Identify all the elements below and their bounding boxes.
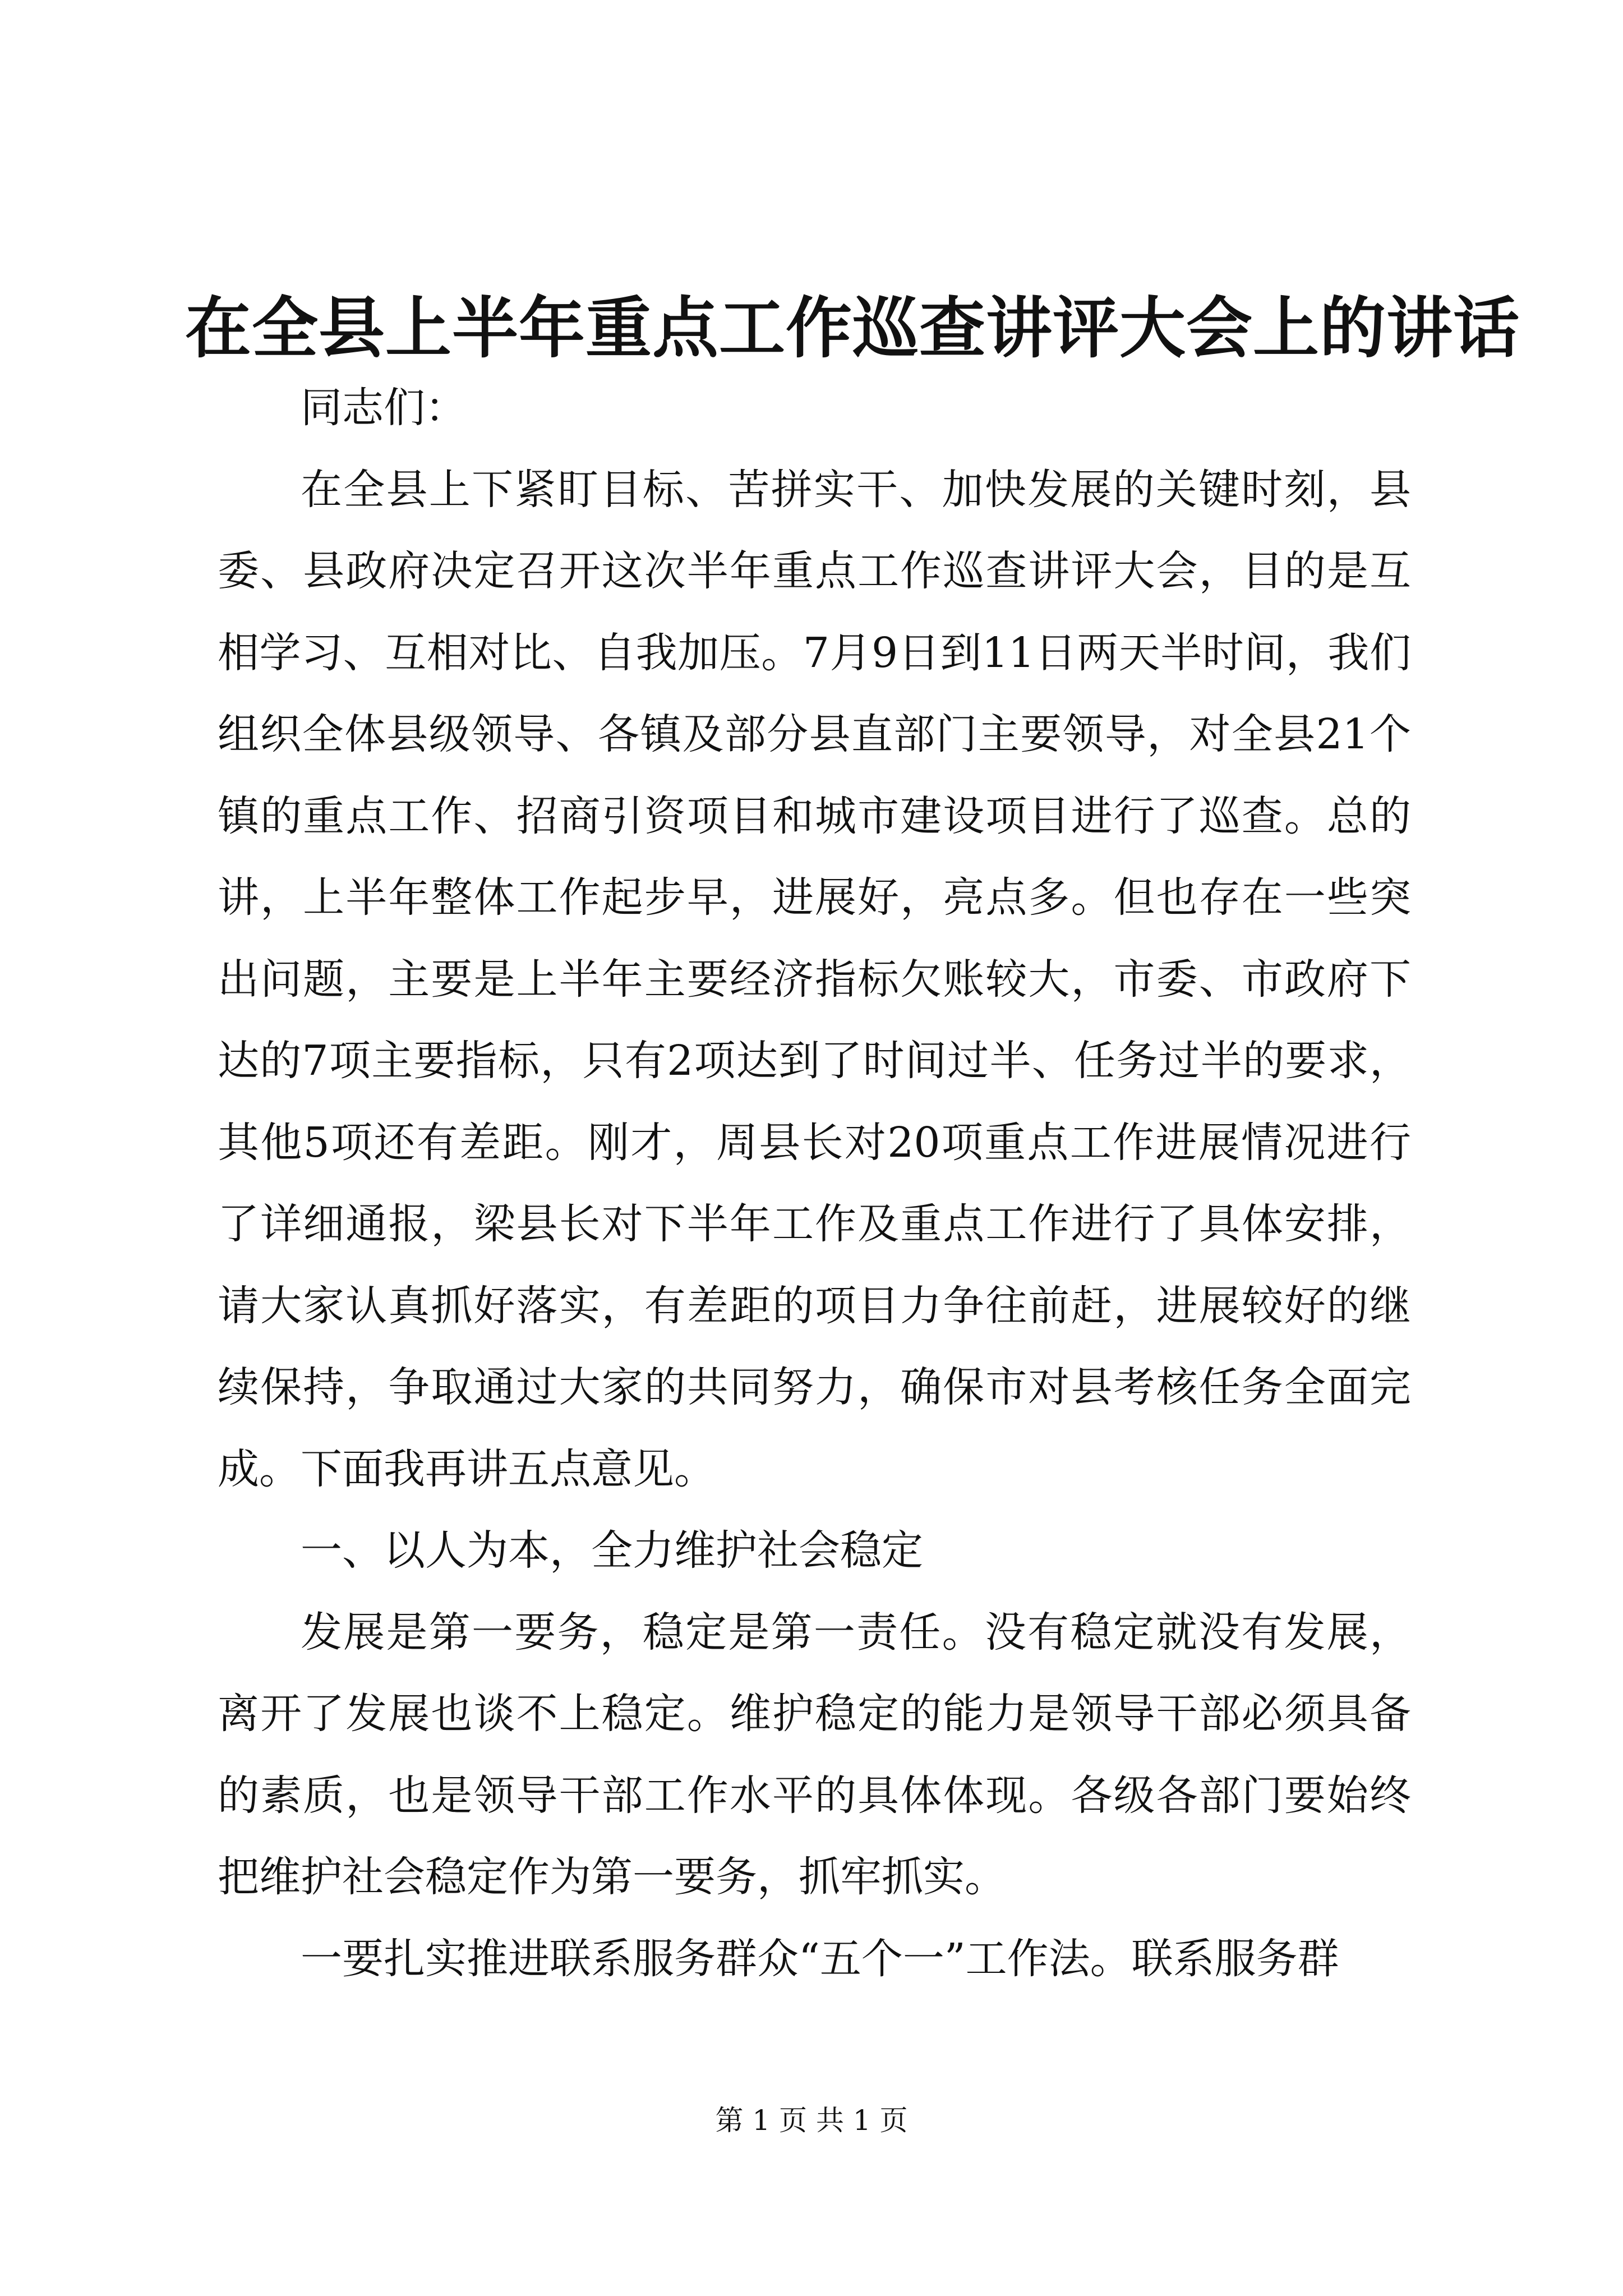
salutation-paragraph: 同志们： [301, 384, 467, 432]
section-heading: 一、以人为本，全力维护社会稳定 [301, 1526, 923, 1575]
body-paragraph: 在全县上下紧盯目标、苦拼实干、加快发展的关键时刻，县委、县政府决定召开这次半年重点工作巡查讲评大会，目的是互相学习、互相对比、自我加压。7月9日到11日两天半时间，我们组织全体县级领导、各镇及部分县直部门主要领导，对全县21个镇的重点工作、招商引资项目和城市建设项目进行了巡查。总的讲，上半年整体工作起步早，进展好，亮点多。但也存在一些突出问题，主要是上半年主要经济指标欠账较大，市委、市政府下达的7项主要指标，只有2项达到了时间过半、任务过半的要求，其他5项还有差距。刚才，周县长对20项重点工作进展情况进行了详细通报，梁县长对下半年工作及重点工作进行了具体安排，请大家认真抓好落实，有差距的项目力争往前赶，进展较好的继续保持，争取通过大家的共同努力，确保市对县考核任务全面完成。下面我再讲五点意见。 [218, 465, 1411, 1493]
document-title: 在全县上半年重点工作巡查讲评大会上的讲话 [185, 289, 1520, 367]
page-number-footer: 第 1 页 共 1 页 [715, 2104, 908, 2137]
body-paragraph: 发展是第一要务，稳定是第一责任。没有稳定就没有发展，离开了发展也谈不上稳定。维护稳定的能力是领导干部必须具备的素质，也是领导干部工作水平的具体体现。各级各部门要始终把维护社会稳定作为第一要务，抓牢抓实。 [218, 1608, 1411, 1901]
body-paragraph: 一要扎实推进联系服务群众“五个一”工作法。联系服务群 [301, 1934, 1339, 1983]
document-body [218, 367, 1411, 2000]
